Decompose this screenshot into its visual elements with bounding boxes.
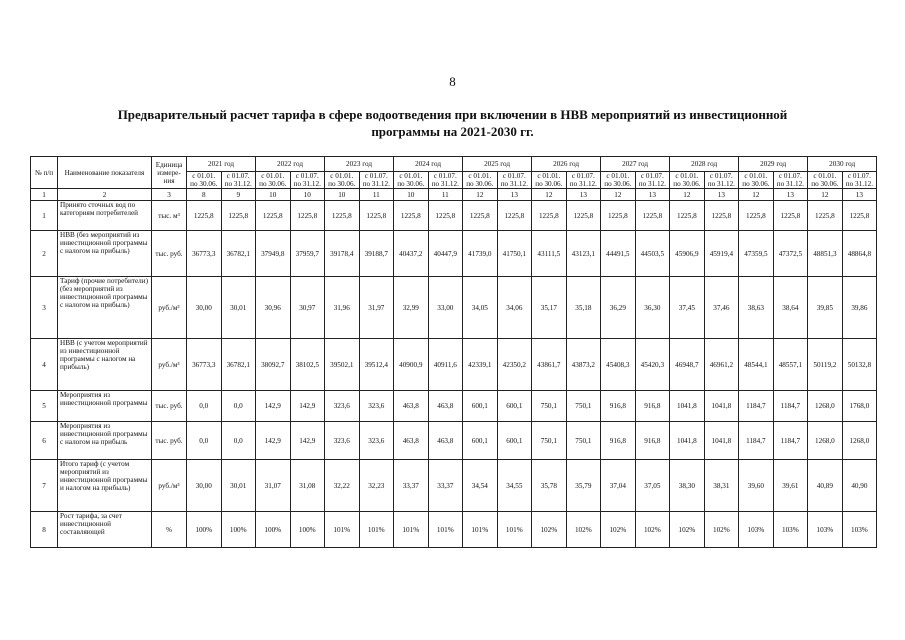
row-value: 1225,8 [704,201,739,231]
row-value: 100% [187,512,222,548]
row-value: 103% [739,512,774,548]
row-value: 43111,5 [532,231,567,277]
row-value: 32,99 [394,277,429,339]
row-value: 142,9 [256,391,291,422]
row-value: 41739,0 [463,231,498,277]
row-value: 46948,7 [670,339,705,391]
row-value: 103% [842,512,877,548]
row-value: 35,79 [566,460,601,512]
column-number: 10 [394,189,429,201]
row-value: 1225,8 [532,201,567,231]
column-number: 8 [187,189,222,201]
row-value: 1268,0 [808,422,843,460]
row-value: 1268,0 [842,422,877,460]
row-value: 32,23 [359,460,394,512]
row-value: 40437,2 [394,231,429,277]
row-value: 1225,8 [670,201,705,231]
row-number: 8 [31,512,58,548]
column-number: 13 [497,189,532,201]
column-number: 11 [359,189,394,201]
row-value: 30,97 [290,277,325,339]
header-period-second: с 01.07. по 31.12. [635,172,670,189]
row-value: 45919,4 [704,231,739,277]
row-value: 103% [808,512,843,548]
header-period-first: с 01.01. по 30.06. [256,172,291,189]
row-unit: тыс. м³ [152,201,187,231]
row-value: 36782,1 [221,231,256,277]
column-number: 12 [808,189,843,201]
column-number: 12 [601,189,636,201]
header-unit: Единица измере-ния [152,157,187,189]
column-number: 1 [31,189,58,201]
row-value: 40911,6 [428,339,463,391]
row-value: 102% [670,512,705,548]
row-value: 37,05 [635,460,670,512]
row-value: 1225,8 [428,201,463,231]
row-value: 31,08 [290,460,325,512]
title-line-2: программы на 2021-2030 гг. [371,124,534,139]
row-value: 100% [221,512,256,548]
table-row [31,512,877,548]
header-period-second: с 01.07. по 31.12. [773,172,808,189]
row-value: 34,05 [463,277,498,339]
row-value: 45906,9 [670,231,705,277]
row-value: 42339,1 [463,339,498,391]
row-value: 39,85 [808,277,843,339]
row-value: 1041,8 [704,422,739,460]
row-value: 33,37 [428,460,463,512]
row-name: Мероприятия из инвестиционной программы [58,391,152,422]
row-value: 1041,8 [670,391,705,422]
row-unit: тыс. руб. [152,231,187,277]
row-value: 40,89 [808,460,843,512]
row-value: 50132,8 [842,339,877,391]
header-period-second: с 01.07. по 31.12. [221,172,256,189]
row-value: 38,64 [773,277,808,339]
column-number: 3 [152,189,187,201]
header-year: 2024 год [394,157,463,172]
row-value: 1225,8 [773,201,808,231]
row-value: 34,06 [497,277,532,339]
row-unit: тыс. руб. [152,422,187,460]
row-value: 1184,7 [773,422,808,460]
row-value: 1225,8 [221,201,256,231]
table-row [31,201,877,231]
row-number: 4 [31,339,58,391]
row-value: 36,29 [601,277,636,339]
row-value: 38,30 [670,460,705,512]
header-period-first: с 01.01. по 30.06. [463,172,498,189]
row-value: 41750,1 [497,231,532,277]
row-value: 43123,1 [566,231,601,277]
row-name: Итого тариф (с учетом мероприятий из инвестиционной программы и налогом на прибыль) [58,460,152,512]
row-value: 36773,3 [187,339,222,391]
row-value: 600,1 [497,391,532,422]
row-value: 1184,7 [739,391,774,422]
row-value: 30,96 [256,277,291,339]
row-value: 323,6 [325,391,360,422]
row-name: Принято сточных вод по категориям потребителей [58,201,152,231]
row-value: 916,8 [635,422,670,460]
header-row-years [31,157,877,172]
row-number: 3 [31,277,58,339]
row-value: 750,1 [566,391,601,422]
row-value: 750,1 [532,391,567,422]
header-period-second: с 01.07. по 31.12. [842,172,877,189]
row-value: 1225,8 [842,201,877,231]
row-value: 47372,5 [773,231,808,277]
row-value: 0,0 [221,391,256,422]
row-unit: руб./м³ [152,339,187,391]
row-value: 30,01 [221,277,256,339]
row-value: 39188,7 [359,231,394,277]
row-value: 102% [704,512,739,548]
column-number: 13 [704,189,739,201]
column-number: 12 [739,189,774,201]
header-period-second: с 01.07. по 31.12. [704,172,739,189]
row-unit: руб./м³ [152,460,187,512]
row-value: 36,30 [635,277,670,339]
row-value: 35,78 [532,460,567,512]
header-period-second: с 01.07. по 31.12. [497,172,532,189]
row-value: 39178,4 [325,231,360,277]
row-value: 101% [359,512,394,548]
row-value: 750,1 [566,422,601,460]
row-value: 1225,8 [739,201,774,231]
row-value: 1225,8 [635,201,670,231]
row-name: НВВ (с учетом мероприятий из инвестиционной программы с налогом на прибыль) [58,339,152,391]
row-value: 103% [773,512,808,548]
row-value: 1225,8 [601,201,636,231]
row-value: 48557,1 [773,339,808,391]
row-value: 40900,9 [394,339,429,391]
row-number: 5 [31,391,58,422]
row-unit: % [152,512,187,548]
column-number: 9 [221,189,256,201]
header-year: 2021 год [187,157,256,172]
row-value: 1041,8 [670,422,705,460]
column-number: 13 [773,189,808,201]
row-value: 48864,8 [842,231,877,277]
row-value: 323,6 [325,422,360,460]
row-value: 101% [463,512,498,548]
row-value: 34,55 [497,460,532,512]
row-value: 31,97 [359,277,394,339]
header-period-first: с 01.01. по 30.06. [601,172,636,189]
row-value: 45408,3 [601,339,636,391]
row-value: 0,0 [221,422,256,460]
row-value: 1041,8 [704,391,739,422]
row-value: 916,8 [601,391,636,422]
row-value: 50119,2 [808,339,843,391]
table-row [31,391,877,422]
header-period-second: с 01.07. по 31.12. [290,172,325,189]
row-value: 36782,1 [221,339,256,391]
row-value: 38092,7 [256,339,291,391]
row-value: 102% [635,512,670,548]
row-value: 0,0 [187,391,222,422]
row-value: 101% [497,512,532,548]
column-numbers-row [31,189,877,201]
row-value: 35,17 [532,277,567,339]
row-value: 39,61 [773,460,808,512]
column-number: 13 [566,189,601,201]
row-value: 323,6 [359,422,394,460]
row-value: 1184,7 [739,422,774,460]
row-value: 1225,8 [497,201,532,231]
row-value: 40447,9 [428,231,463,277]
row-value: 38,31 [704,460,739,512]
row-value: 101% [325,512,360,548]
row-value: 1268,0 [808,391,843,422]
row-value: 1225,8 [566,201,601,231]
row-value: 39502,1 [325,339,360,391]
row-value: 40,90 [842,460,877,512]
header-period-first: с 01.01. по 30.06. [394,172,429,189]
row-value: 0,0 [187,422,222,460]
page-number: 8 [449,74,456,89]
row-name: Тариф (прочие потребители) (без мероприятий из инвестиционной программы с налогом на прибыль) [58,277,152,339]
row-value: 1225,8 [359,201,394,231]
row-value: 142,9 [290,391,325,422]
row-value: 463,8 [428,391,463,422]
row-value: 323,6 [359,391,394,422]
header-name: Наименование показателя [58,157,152,189]
row-value: 101% [428,512,463,548]
row-number: 6 [31,422,58,460]
row-number: 7 [31,460,58,512]
row-value: 463,8 [394,422,429,460]
row-value: 101% [394,512,429,548]
row-value: 142,9 [256,422,291,460]
header-period-first: с 01.01. по 30.06. [325,172,360,189]
row-number: 2 [31,231,58,277]
column-number: 12 [463,189,498,201]
column-number: 10 [256,189,291,201]
row-unit: тыс. руб. [152,391,187,422]
row-value: 31,07 [256,460,291,512]
row-value: 1225,8 [394,201,429,231]
row-value: 30,00 [187,277,222,339]
row-name: НВВ (без мероприятий из инвестиционной программы с налогом на прибыль) [58,231,152,277]
row-value: 463,8 [428,422,463,460]
row-value: 142,9 [290,422,325,460]
row-value: 916,8 [601,422,636,460]
row-value: 42350,2 [497,339,532,391]
row-value: 37949,8 [256,231,291,277]
header-num: № п/п [31,157,58,189]
column-number: 11 [428,189,463,201]
row-value: 33,37 [394,460,429,512]
row-value: 43861,7 [532,339,567,391]
table-row [31,422,877,460]
row-value: 48851,3 [808,231,843,277]
row-value: 1225,8 [463,201,498,231]
row-value: 31,96 [325,277,360,339]
column-number: 2 [58,189,152,201]
header-year: 2022 год [256,157,325,172]
tariff-table [30,156,877,548]
row-value: 47359,5 [739,231,774,277]
header-year: 2027 год [601,157,670,172]
header-year: 2030 год [808,157,877,172]
row-value: 37959,7 [290,231,325,277]
header-year: 2026 год [532,157,601,172]
row-value: 600,1 [463,391,498,422]
header-period-second: с 01.07. по 31.12. [566,172,601,189]
column-number: 13 [842,189,877,201]
column-number: 12 [532,189,567,201]
header-period-first: с 01.01. по 30.06. [739,172,774,189]
row-value: 30,01 [221,460,256,512]
row-value: 35,18 [566,277,601,339]
header-period-first: с 01.01. по 30.06. [187,172,222,189]
row-value: 102% [532,512,567,548]
row-value: 38102,5 [290,339,325,391]
header-period-second: с 01.07. по 31.12. [428,172,463,189]
row-value: 34,54 [463,460,498,512]
row-value: 1225,8 [325,201,360,231]
column-number: 13 [635,189,670,201]
row-value: 1225,8 [256,201,291,231]
row-value: 1225,8 [808,201,843,231]
row-value: 37,46 [704,277,739,339]
row-value: 46961,2 [704,339,739,391]
row-value: 30,00 [187,460,222,512]
row-value: 100% [290,512,325,548]
row-value: 44491,5 [601,231,636,277]
row-value: 600,1 [497,422,532,460]
table-row [31,231,877,277]
row-value: 37,04 [601,460,636,512]
row-value: 39,86 [842,277,877,339]
header-period-second: с 01.07. по 31.12. [359,172,394,189]
row-unit: руб./м³ [152,277,187,339]
row-value: 43873,2 [566,339,601,391]
row-value: 38,63 [739,277,774,339]
title-line-1: Предварительный расчет тарифа в сфере водоотведения при включении в НВВ мероприятий из инвестиционной [117,107,788,122]
row-name: Рост тарифа, за счет инвестиционной составляющей [58,512,152,548]
column-number: 12 [670,189,705,201]
row-value: 48544,1 [739,339,774,391]
header-year: 2029 год [739,157,808,172]
row-value: 100% [256,512,291,548]
row-value: 102% [566,512,601,548]
row-value: 1768,0 [842,391,877,422]
header-year: 2023 год [325,157,394,172]
row-value: 32,22 [325,460,360,512]
row-name: Мероприятия из инвестиционной программы с налогом на прибыль [58,422,152,460]
row-value: 1225,8 [290,201,325,231]
table-row [31,339,877,391]
header-period-first: с 01.01. по 30.06. [532,172,567,189]
row-value: 37,45 [670,277,705,339]
row-value: 39,60 [739,460,774,512]
table-row [31,460,877,512]
row-value: 1184,7 [773,391,808,422]
row-value: 463,8 [394,391,429,422]
row-value: 750,1 [532,422,567,460]
row-value: 45420,3 [635,339,670,391]
row-number: 1 [31,201,58,231]
row-value: 600,1 [463,422,498,460]
row-value: 33,00 [428,277,463,339]
header-year: 2028 год [670,157,739,172]
header-period-first: с 01.01. по 30.06. [670,172,705,189]
document-title [60,106,845,140]
row-value: 916,8 [635,391,670,422]
header-period-first: с 01.01. по 30.06. [808,172,843,189]
row-value: 36773,3 [187,231,222,277]
column-number: 10 [325,189,360,201]
header-year: 2025 год [463,157,532,172]
table-row [31,277,877,339]
row-value: 1225,8 [187,201,222,231]
column-number: 10 [290,189,325,201]
row-value: 44503,5 [635,231,670,277]
row-value: 102% [601,512,636,548]
row-value: 39512,4 [359,339,394,391]
